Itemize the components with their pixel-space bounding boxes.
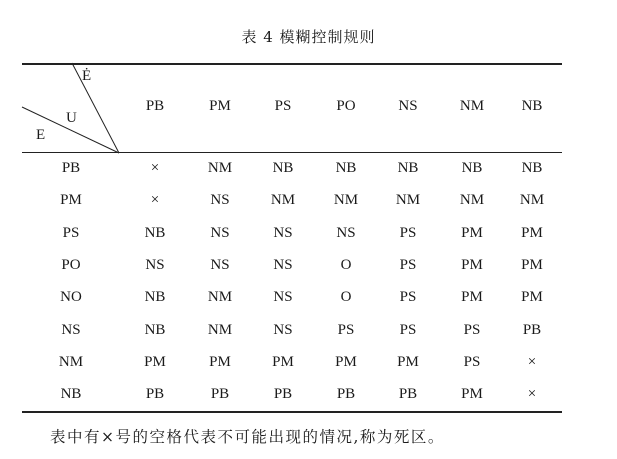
table-cell: PM <box>461 256 483 273</box>
table-cell: NS <box>273 224 293 241</box>
row-header: PO <box>61 256 81 273</box>
table-cell: NB <box>144 321 166 338</box>
table-footnote: 表中有×号的空格代表不可能出现的情况,称为死区。 <box>50 428 445 446</box>
row-header: PM <box>60 192 82 209</box>
dead-zone-cell: × <box>527 386 537 403</box>
table-cell: PM <box>461 386 483 403</box>
column-header: NS <box>398 98 418 114</box>
column-header: PM <box>209 98 231 114</box>
table-cell: PS <box>399 256 417 273</box>
table-cell: PM <box>397 353 419 370</box>
table-cell: PM <box>521 289 543 306</box>
table-cell: NS <box>210 256 230 273</box>
dead-zone-cell: × <box>527 353 537 370</box>
table-cell: NB <box>335 160 357 176</box>
table-cell: PM <box>272 353 294 370</box>
table-cell: NM <box>519 192 545 209</box>
corner-label-e-dot: Ė <box>82 68 92 84</box>
column-header: NB <box>521 98 543 114</box>
column-header: PB <box>145 98 165 114</box>
table-cell: PM <box>144 353 166 370</box>
row-header: NO <box>60 289 82 306</box>
corner-label-e: E <box>36 127 46 143</box>
table-cell: NS <box>273 289 293 306</box>
dead-zone-cell: × <box>150 160 160 176</box>
table-cell: NB <box>144 224 166 241</box>
table-cell: PB <box>273 386 293 403</box>
table-cell: PB <box>398 386 418 403</box>
table-cell: NM <box>333 192 359 209</box>
table-cell: PB <box>210 386 230 403</box>
corner-label-u: U <box>66 110 77 126</box>
table-cell: O <box>340 289 352 306</box>
table-cell: NS <box>210 224 230 241</box>
table-cell: PS <box>463 321 481 338</box>
table-cell: NS <box>336 224 356 241</box>
table-cell: PS <box>399 321 417 338</box>
table-cell: NS <box>145 256 165 273</box>
table-cell: PB <box>145 386 165 403</box>
table-cell: NB <box>521 160 543 176</box>
table-cell: NM <box>395 192 421 209</box>
table-cell: PS <box>463 353 481 370</box>
row-header: PB <box>61 160 81 176</box>
column-header: PS <box>274 98 292 114</box>
column-header: PO <box>336 98 356 114</box>
row-header: NB <box>60 386 82 403</box>
column-header: NM <box>459 98 485 114</box>
table-cell: NM <box>207 321 233 338</box>
table-cell: PM <box>521 224 543 241</box>
dead-zone-cell: × <box>150 192 160 209</box>
row-header: NM <box>58 353 84 370</box>
table-cell: NM <box>270 192 296 209</box>
table-cell: NB <box>144 289 166 306</box>
table-cell: PS <box>399 289 417 306</box>
table-cell: PB <box>336 386 356 403</box>
table-cell: PM <box>335 353 357 370</box>
table-cell: PM <box>461 224 483 241</box>
bottom-rule <box>22 411 562 413</box>
table-cell: PM <box>521 256 543 273</box>
row-header: PS <box>62 224 80 241</box>
table-cell: NM <box>459 192 485 209</box>
table-cell: NM <box>207 160 233 176</box>
table-caption: 表 4 模糊控制规则 <box>241 28 376 46</box>
table-cell: O <box>340 256 352 273</box>
table-cell: PM <box>461 289 483 306</box>
table-cell: PS <box>337 321 355 338</box>
table-cell: PM <box>209 353 231 370</box>
table-cell: NS <box>273 256 293 273</box>
table-cell: NM <box>207 289 233 306</box>
table-cell: NS <box>273 321 293 338</box>
table-cell: PB <box>522 321 542 338</box>
table-cell: NS <box>210 192 230 209</box>
table-cell: NB <box>461 160 483 176</box>
table-cell: NB <box>397 160 419 176</box>
row-header: NS <box>61 321 81 338</box>
table-cell: PS <box>399 224 417 241</box>
table-cell: NB <box>272 160 294 176</box>
